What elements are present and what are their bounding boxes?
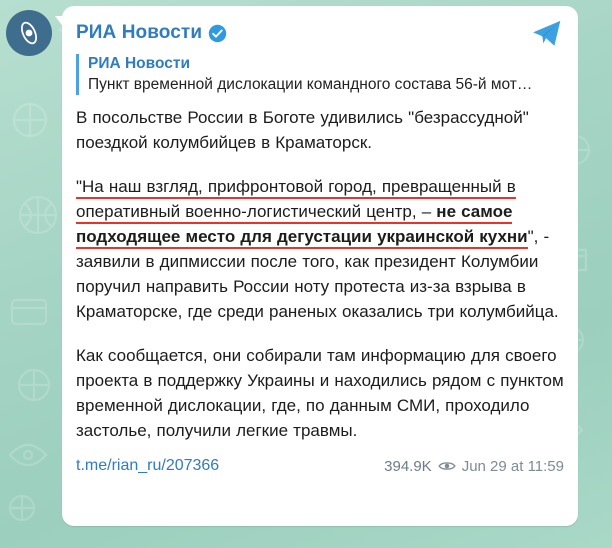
quote-line-2a: оперативный военно-логистический центр, – [76,202,436,224]
quote-line-2b: не самое [436,202,512,224]
reply-quote[interactable] [76,54,564,95]
message-paragraph-2-rest: заявили в дипмиссии после того, как президент Колумбии поручил направить России ноту протеста из-за взрыва в Краматорске, где среди раненых оказались три колумбийца. [76,252,559,321]
message-paragraph-1: В посольстве России в Боготе удивились "безрассудной" поездкой колумбийцев в Краматорск. [76,108,529,152]
view-count: 394.9K [384,457,432,475]
message-footer [76,457,564,475]
message-permalink[interactable]: t.me/rian_ru/207366 [76,457,220,474]
message-paragraph-2 [76,174,564,324]
channel-name[interactable]: РИА Новости [76,22,203,43]
message-paragraph-3: Как сообщается, они собирали там информацию для своего проекта в поддержку Украины и находились рядом с пунктом временной дислокации, где, по данным СМИ, проходило застолье, получили легкие травмы. [76,346,564,440]
quote-line-3a: подходящее место для дегустации украинской кухни [76,227,528,249]
message-timestamp: Jun 29 at 11:59 [461,457,564,475]
reply-quote-text: Пункт временной дислокации командного состава 56-й мот… [88,76,533,93]
message-meta [384,458,564,475]
quote-line-1: "На наш взгляд, прифронтовой город, превращенный в [76,177,516,199]
message-header [76,16,564,50]
avatar[interactable] [6,10,52,56]
quote-line-3b: ", - [527,227,550,246]
eye-icon [438,460,456,472]
message-container [6,6,578,526]
verified-badge-icon [208,24,227,43]
reply-quote-title: РИА Новости [88,55,190,72]
channel-identity[interactable] [76,22,227,44]
message-bubble [62,6,578,526]
telegram-plane-icon[interactable] [530,16,564,50]
